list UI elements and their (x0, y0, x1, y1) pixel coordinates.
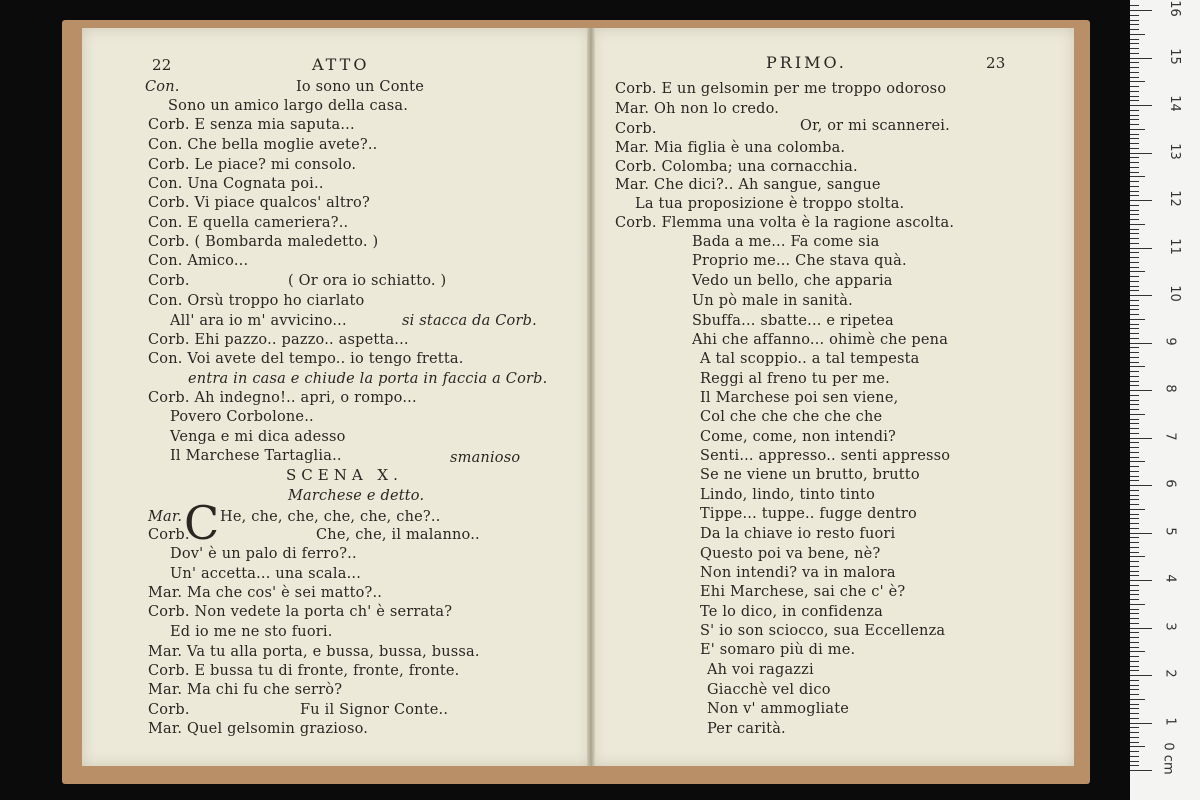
left-text-line: Sono un amico largo della casa. (168, 98, 409, 114)
ruler-label: 15 (1166, 47, 1182, 65)
ruler-tick (1130, 5, 1139, 6)
right-text-line: Mar. Mia figlia è una colomba. (615, 140, 846, 156)
ruler-tick (1130, 438, 1152, 439)
ruler-label: 7 (1162, 431, 1178, 441)
ruler-tick (1130, 67, 1139, 68)
left-text-line: Corb. (148, 273, 190, 289)
ruler-tick (1130, 257, 1139, 258)
right-text-line: Corb. (615, 121, 657, 137)
book-gutter (587, 28, 595, 766)
ruler-tick (1130, 623, 1139, 624)
left-text-line: Con. Orsù troppo ho ciarlato (148, 293, 365, 309)
ruler-label: 10 (1166, 285, 1182, 302)
ruler-tick (1130, 381, 1139, 382)
left-text-line: Mar. Quel gelsomin grazioso. (148, 721, 369, 737)
left-text-line: Il Marchese Tartaglia.. (170, 448, 342, 464)
ruler-tick (1130, 571, 1139, 572)
ruler-tick (1130, 499, 1139, 500)
ruler-tick (1130, 604, 1145, 605)
ruler-tick (1130, 651, 1145, 652)
ruler-tick (1130, 167, 1139, 168)
ruler-tick (1130, 566, 1139, 567)
ruler-tick (1130, 186, 1139, 187)
ruler-tick (1130, 756, 1139, 757)
ruler-tick (1130, 181, 1139, 182)
left-text-line: Con. (145, 79, 180, 95)
ruler-tick (1130, 746, 1145, 747)
left-text-line: Mar. Ma chi fu che serrò? (148, 682, 343, 698)
ruler-label: 4 (1162, 574, 1178, 583)
left-text-line: Corb. E bussa tu di fronte, fronte, fronte. (148, 663, 460, 679)
left-text-line: SCENA X. (286, 466, 403, 484)
ruler-tick (1130, 561, 1139, 562)
ruler-tick (1130, 732, 1139, 733)
ruler-tick (1130, 224, 1145, 225)
ruler-tick (1130, 271, 1145, 272)
ruler-tick (1130, 77, 1139, 78)
ruler-tick (1130, 727, 1139, 728)
ruler-tick (1130, 685, 1139, 686)
ruler-tick (1130, 281, 1139, 282)
left-text-line: Corb. Ah indegno!.. apri, o rompo... (148, 390, 417, 406)
ruler-tick (1130, 357, 1139, 358)
right-text-line: Mar. Oh non lo credo. (615, 101, 780, 117)
ruler-tick (1130, 423, 1139, 424)
right-text-line: Corb. Flemma una volta è la ragione ascolta. (615, 215, 955, 231)
ruler-tick (1130, 618, 1139, 619)
ruler-tick (1130, 53, 1139, 54)
right-text-line: Or, or mi scannerei. (800, 118, 950, 134)
ruler-tick (1130, 414, 1145, 415)
right-page-header: PRIMO. (766, 53, 847, 72)
ruler-tick (1130, 533, 1152, 534)
ruler-tick (1130, 205, 1139, 206)
ruler-tick (1130, 442, 1139, 443)
ruler-tick (1130, 704, 1139, 705)
ruler-tick (1130, 556, 1145, 557)
left-text-line: ( Or ora io schiatto. ) (288, 273, 447, 289)
right-text-line: E' somaro più di me. (700, 642, 856, 658)
right-text-line: Un pò male in sanità. (692, 293, 853, 309)
ruler-tick (1130, 537, 1139, 538)
left-text-line: Mar. (148, 509, 183, 525)
left-text-line: smanioso (450, 450, 521, 466)
ruler-tick (1130, 48, 1139, 49)
ruler-tick (1130, 647, 1139, 648)
ruler-tick (1130, 689, 1139, 690)
right-text-line: Corb. Colomba; una cornacchia. (615, 159, 858, 175)
ruler-label: 14 (1166, 95, 1182, 112)
left-text-line: Un' accetta... una scala... (170, 566, 362, 582)
drop-cap: C (184, 496, 220, 550)
right-text-line: S' io son sciocco, sua Eccellenza (700, 623, 946, 639)
ruler-tick (1130, 91, 1139, 92)
left-text-line: All' ara io m' avvicino... (170, 313, 347, 329)
ruler-label: 5 (1162, 526, 1178, 536)
ruler-tick (1130, 362, 1139, 363)
ruler-tick (1130, 661, 1139, 662)
right-text-line: Proprio me... Che stava quà. (692, 253, 907, 269)
ruler-tick (1130, 452, 1139, 453)
ruler-tick (1130, 575, 1139, 576)
ruler-tick (1130, 29, 1139, 30)
left-text-line: Con. Che bella moglie avete?.. (148, 137, 378, 153)
ruler-tick (1130, 509, 1145, 510)
right-text-line: Sbuffa... sbatte... e ripetea (692, 313, 894, 329)
left-text-line: Marchese e detto. (288, 488, 425, 504)
right-text-line: Ah voi ragazzi (707, 662, 814, 678)
ruler-tick (1130, 542, 1139, 543)
ruler-tick (1130, 15, 1139, 16)
left-text-line: Con. Una Cognata poi.. (148, 176, 324, 192)
right-text-line: Questo poi va bene, nè? (700, 546, 881, 562)
ruler-tick (1130, 86, 1139, 87)
ruler-tick (1130, 352, 1139, 353)
ruler-tick (1130, 366, 1145, 367)
right-text-line: Senti... appresso.. senti appresso (700, 448, 951, 464)
ruler-label: 2 (1162, 669, 1178, 678)
left-text-line: Dov' è un palo di ferro?.. (170, 546, 357, 562)
ruler-tick (1130, 514, 1139, 515)
ruler-tick (1130, 119, 1139, 120)
ruler-tick (1130, 324, 1139, 325)
ruler-tick (1130, 428, 1139, 429)
ruler-label: 11 (1166, 237, 1182, 255)
ruler-tick (1130, 656, 1139, 657)
ruler-tick (1130, 214, 1139, 215)
ruler-tick (1130, 461, 1145, 462)
right-text-line: Te lo dico, in confidenza (700, 604, 883, 620)
ruler-label: 3 (1162, 621, 1178, 631)
ruler-tick (1130, 129, 1145, 130)
ruler-tick (1130, 594, 1139, 595)
ruler-tick (1130, 191, 1139, 192)
ruler-tick (1130, 195, 1139, 196)
ruler-tick (1130, 523, 1139, 524)
right-text-line: Non v' ammogliate (707, 701, 850, 717)
ruler-tick (1130, 613, 1139, 614)
ruler-tick (1130, 338, 1139, 339)
ruler-tick (1130, 670, 1139, 671)
ruler-tick (1130, 39, 1139, 40)
ruler-tick (1130, 409, 1139, 410)
ruler-label: 8 (1162, 384, 1178, 393)
ruler-tick (1130, 599, 1139, 600)
ruler-tick (1130, 210, 1139, 211)
left-text-line: Con. Amico... (148, 253, 249, 269)
right-text-line: Mar. Che dici?.. Ah sangue, sangue (615, 177, 881, 193)
ruler-tick (1130, 81, 1145, 82)
left-text-line: Corb. Ehi pazzo.. pazzo.. aspetta... (148, 332, 409, 348)
ruler-label: 6 (1162, 479, 1178, 488)
ruler-tick (1130, 666, 1139, 667)
left-text-line: entra in casa e chiude la porta in faccia a Corb. (188, 371, 548, 387)
left-text-line: Corb. Non vedete la porta ch' è serrata? (148, 604, 453, 620)
ruler-tick (1130, 347, 1139, 348)
ruler-tick (1130, 176, 1145, 177)
ruler-tick (1130, 447, 1139, 448)
left-text-line: He, che, che, che, che, che?.. (220, 509, 441, 525)
left-text-line: Corb. (148, 702, 190, 718)
left-text-line: Corb. Vi piace qualcos' altro? (148, 195, 370, 211)
ruler-tick (1130, 72, 1139, 73)
right-text-line: Corb. E un gelsomin per me troppo odoroso (615, 81, 947, 97)
right-text-line: Se ne viene un brutto, brutto (700, 467, 920, 483)
ruler-tick (1130, 547, 1139, 548)
ruler-tick (1130, 737, 1139, 738)
left-text-line: Con. Voi avete del tempo.. io tengo fretta. (148, 351, 464, 367)
ruler-tick (1130, 580, 1152, 581)
right-text-line: Giacchè vel dico (707, 682, 831, 698)
ruler-tick (1130, 699, 1145, 700)
ruler-tick (1130, 157, 1139, 158)
ruler-tick (1130, 343, 1152, 344)
ruler-tick (1130, 480, 1139, 481)
ruler-tick (1130, 105, 1152, 106)
ruler-label: 16 (1166, 0, 1182, 17)
ruler-tick (1130, 43, 1139, 44)
left-text-line: Con. E quella cameriera?.. (148, 215, 349, 231)
left-text-line: Io sono un Conte (296, 79, 424, 95)
right-text-line: Da la chiave io resto fuori (700, 526, 896, 542)
ruler-tick (1130, 404, 1139, 405)
right-text-line: Il Marchese poi sen viene, (700, 390, 899, 406)
ruler-tick (1130, 504, 1139, 505)
ruler-tick (1130, 115, 1139, 116)
right-text-line: Per carità. (707, 721, 786, 737)
ruler-tick (1130, 485, 1152, 486)
left-page-number: 22 (152, 56, 172, 74)
right-text-line: La tua proposizione è troppo stolta. (635, 196, 905, 212)
ruler-tick (1130, 248, 1152, 249)
left-text-line: si stacca da Corb. (402, 313, 537, 329)
ruler-tick (1130, 24, 1139, 25)
ruler-tick (1130, 300, 1139, 301)
ruler-tick (1130, 100, 1139, 101)
right-text-line: Lindo, lindo, tinto tinto (700, 487, 876, 503)
right-text-line: A tal scoppio.. a tal tempesta (700, 351, 920, 367)
ruler-tick (1130, 585, 1139, 586)
ruler-label: 0 cm (1160, 742, 1176, 775)
left-page-header: ATTO (312, 55, 370, 74)
ruler-tick (1130, 385, 1139, 386)
ruler-tick (1130, 628, 1152, 629)
ruler-tick (1130, 328, 1139, 329)
ruler-tick (1130, 162, 1139, 163)
measuring-ruler (1130, 0, 1200, 800)
ruler-tick (1130, 153, 1152, 154)
ruler-tick (1130, 518, 1139, 519)
ruler-tick (1130, 262, 1139, 263)
ruler-tick (1130, 723, 1152, 724)
ruler-tick (1130, 390, 1152, 391)
ruler-tick (1130, 642, 1139, 643)
ruler-label: 13 (1166, 142, 1182, 160)
ruler-tick (1130, 20, 1139, 21)
ruler-tick (1130, 765, 1139, 766)
left-text-line: Che, che, il malanno.. (316, 527, 480, 543)
right-text-line: Reggi al freno tu per me. (700, 371, 890, 387)
ruler-tick (1130, 143, 1139, 144)
ruler-tick (1130, 675, 1152, 676)
ruler-tick (1130, 495, 1139, 496)
ruler-tick (1130, 96, 1139, 97)
ruler-tick (1130, 10, 1152, 11)
ruler-tick (1130, 395, 1139, 396)
ruler-tick (1130, 319, 1145, 320)
left-text-line: Povero Corbolone.. (170, 409, 314, 425)
ruler-tick (1130, 314, 1139, 315)
ruler-tick (1130, 62, 1139, 63)
ruler-tick (1130, 267, 1139, 268)
ruler-tick (1130, 58, 1152, 59)
right-text-line: Non intendi? va in malora (700, 565, 896, 581)
ruler-tick (1130, 528, 1139, 529)
ruler-tick (1130, 742, 1139, 743)
ruler-tick (1130, 219, 1139, 220)
ruler-tick (1130, 276, 1139, 277)
ruler-tick (1130, 471, 1139, 472)
ruler-tick (1130, 751, 1139, 752)
ruler-tick (1130, 476, 1139, 477)
ruler-tick (1130, 229, 1139, 230)
ruler-tick (1130, 637, 1139, 638)
right-text-line: Ahi che affanno... ohimè che pena (692, 332, 949, 348)
ruler-tick (1130, 305, 1139, 306)
ruler-tick (1130, 286, 1139, 287)
ruler-tick (1130, 138, 1139, 139)
ruler-tick (1130, 457, 1139, 458)
ruler-label: 9 (1162, 336, 1178, 346)
ruler-tick (1130, 148, 1139, 149)
ruler-tick (1130, 376, 1139, 377)
ruler-tick (1130, 400, 1139, 401)
left-text-line: Mar. Va tu alla porta, e bussa, bussa, bussa. (148, 644, 480, 660)
ruler-label: 1 (1162, 716, 1178, 726)
ruler-tick (1130, 172, 1139, 173)
ruler-tick (1130, 200, 1152, 201)
ruler-tick (1130, 433, 1139, 434)
ruler-tick (1130, 761, 1139, 762)
right-text-line: Ehi Marchese, sai che c' è? (700, 584, 906, 600)
right-text-line: Bada a me... Fa come sia (692, 234, 880, 250)
ruler-tick (1130, 243, 1139, 244)
ruler-tick (1130, 770, 1152, 771)
left-text-line: Corb. E senza mia saputa... (148, 117, 355, 133)
ruler-tick (1130, 713, 1139, 714)
ruler-tick (1130, 233, 1139, 234)
ruler-label: 12 (1166, 190, 1182, 207)
ruler-tick (1130, 694, 1139, 695)
ruler-tick (1130, 333, 1139, 334)
left-text-line: Ed io me ne sto fuori. (170, 624, 333, 640)
ruler-tick (1130, 124, 1139, 125)
right-text-line: Vedo un bello, che apparia (692, 273, 893, 289)
ruler-tick (1130, 419, 1139, 420)
ruler-tick (1130, 632, 1139, 633)
ruler-tick (1130, 134, 1139, 135)
ruler-tick (1130, 490, 1139, 491)
ruler-tick (1130, 680, 1139, 681)
left-text-line: Corb. Le piace? mi consolo. (148, 157, 357, 173)
ruler-tick (1130, 295, 1152, 296)
ruler-tick (1130, 718, 1139, 719)
ruler-tick (1130, 708, 1139, 709)
ruler-tick (1130, 466, 1139, 467)
ruler-tick (1130, 290, 1139, 291)
right-text-line: Tippe... tuppe.. fugge dentro (700, 506, 917, 522)
ruler-tick (1130, 309, 1139, 310)
ruler-tick (1130, 34, 1145, 35)
right-page-number: 23 (986, 54, 1006, 72)
ruler-tick (1130, 609, 1139, 610)
left-text-line: Corb. (148, 527, 190, 543)
right-text-line: Col che che che che che (700, 409, 883, 425)
ruler-tick (1130, 590, 1139, 591)
ruler-tick (1130, 238, 1139, 239)
left-text-line: Corb. ( Bombarda maledetto. ) (148, 234, 379, 250)
left-text-line: Venga e mi dica adesso (170, 429, 346, 445)
ruler-tick (1130, 110, 1139, 111)
ruler-tick (1130, 252, 1139, 253)
left-text-line: Fu il Signor Conte.. (300, 702, 449, 718)
ruler-tick (1130, 371, 1139, 372)
ruler-tick (1130, 552, 1139, 553)
right-text-line: Come, come, non intendi? (700, 429, 897, 445)
left-text-line: Mar. Ma che cos' è sei matto?.. (148, 585, 383, 601)
